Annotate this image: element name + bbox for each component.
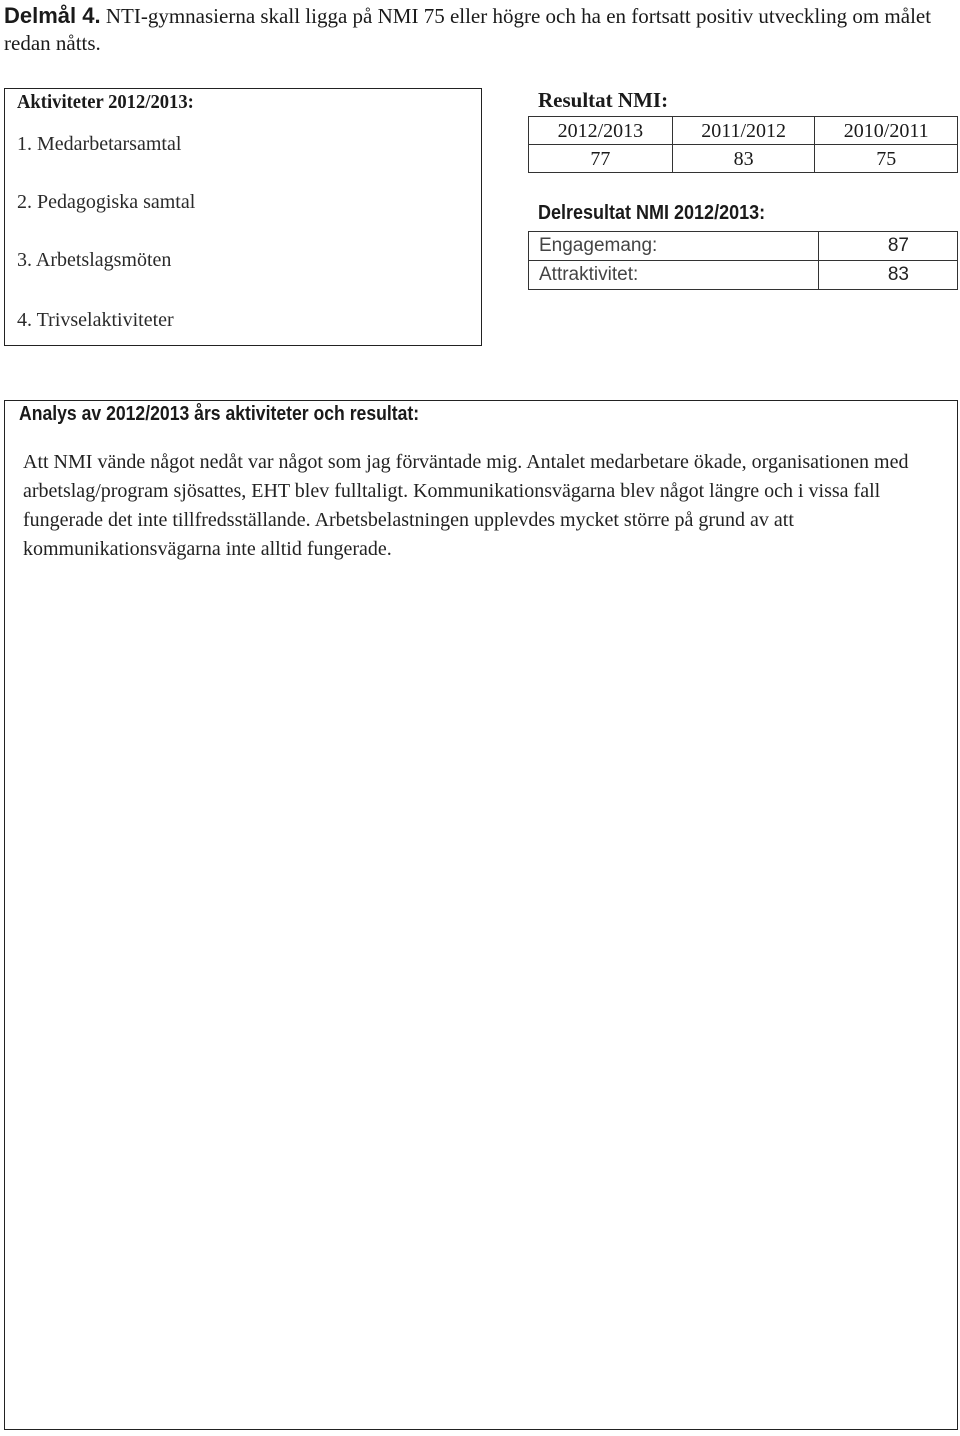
activity-item: 1. Medarbetarsamtal <box>17 133 182 155</box>
subresult-row <box>529 232 958 261</box>
nmi-value-cell: 75 <box>815 145 958 173</box>
analysis-text: Att NMI vände något nedåt var något som jag förväntade mig. Antalet medarbetare ökade, organisationen med arbetslag/program sjösattes, EHT blev fulltaligt. Kommunikationsvägarna blev något längre och i vissa fall fungerade det inte tillfredsställande. Arbetsbelastningen upplevdes mycket större på grund av att kommunikationsvägarna inte alltid fungerade. <box>23 451 909 560</box>
subresult-value: 83 <box>819 261 958 290</box>
year-cell: 2012/2013 <box>529 117 673 145</box>
analysis-title: Analys av 2012/2013 års aktiviteter och resultat: <box>19 403 420 425</box>
subresults-title: Delresultat NMI 2012/2013: <box>538 202 766 224</box>
subresult-label: Engagemang: <box>529 232 819 261</box>
subresults-table <box>528 231 958 290</box>
results-title: Resultat NMI: <box>538 88 669 112</box>
nmi-results-table <box>528 116 958 173</box>
goal-text: NTI-gymnasierna skall ligga på NMI 75 eller högre och ha en fortsatt positiv utveckling om målet redan nåtts. <box>4 4 932 55</box>
nmi-value-cell: 77 <box>529 145 673 173</box>
goal-statement <box>4 2 944 57</box>
analysis-box <box>4 400 958 1430</box>
activity-item: 2. Pedagogiska samtal <box>17 191 196 213</box>
nmi-value-cell: 83 <box>672 145 815 173</box>
activity-item: 4. Trivselaktiviteter <box>17 309 174 331</box>
subresult-label: Attraktivitet: <box>529 261 819 290</box>
activities-box <box>4 88 482 346</box>
subresult-value: 87 <box>819 232 958 261</box>
subresult-row <box>529 261 958 290</box>
year-cell: 2011/2012 <box>672 117 815 145</box>
activities-title: Aktiviteter 2012/2013: <box>17 91 194 113</box>
goal-label: Delmål 4. <box>4 3 101 28</box>
activity-item: 3. Arbetslagsmöten <box>17 249 172 271</box>
year-cell: 2010/2011 <box>815 117 958 145</box>
